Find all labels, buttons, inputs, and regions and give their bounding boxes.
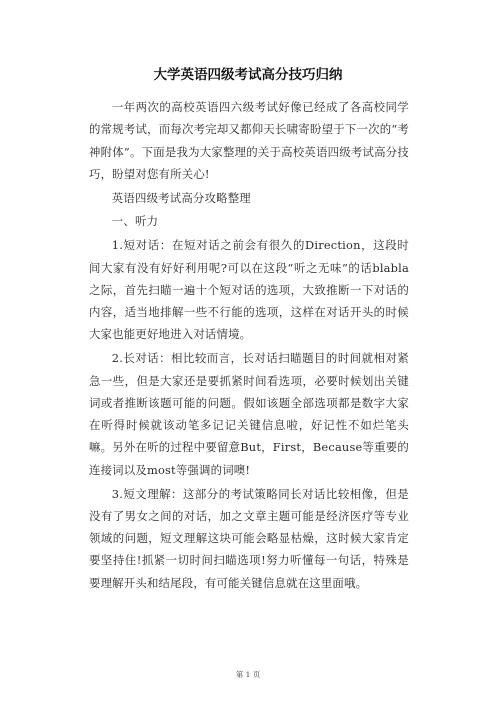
short-dialogue-paragraph: 1.短对话：在短对话之前会有很久的Direction，这段时间大家有没有好好利用呢?可以在这段“听之无味”的话blabla之际，首先扫瞄一遍十个短对话的选项，大致推断一下对话的内容，适当地排解一些不行能的选项，这样在对话开头的时候大家也能更好地进入对话情境。 (89, 238, 409, 342)
section-heading: 英语四级考试高分攻略整理 (111, 190, 251, 205)
passage-comprehension-paragraph: 3.短文理解：这部分的考试策略同长对话比较相像，但是没有了男女之间的对话，加之文章主题可能是经济医疗等专业领域的问题，短文理解这块可能会略显枯燥，这时候大家肯定要坚持住!抓紧一切时间扫瞄选项!努力听懂每一句话，特殊是要理解开头和结尾段，有可能关键信息就在这里面哦。 (89, 486, 409, 590)
document-body (89, 96, 409, 596)
intro-paragraph: 一年两次的高校英语四六级考试好像已经成了各高校同学的常规考试，而每次考完却又都仰天长啸寄盼望于下一次的“考神附体”。下面是我为大家整理的关于高校英语四级考试高分技巧，盼望对您有所关心! (89, 100, 409, 181)
long-dialogue-paragraph: 2.长对话：相比较而言，长对话扫瞄题目的时间就相对紧急一些，但是大家还是要抓紧时间看选项，必要时候划出关键词或者推断该题可能的问题。假如该题全部选项都是数字大家在听得时候就该动笔多记记关键信息啦，好记性不如烂笔头嘛。另外在听的过程中要留意But，First，Because等重要的连接词以及most等强调的词噢! (89, 351, 409, 477)
document-title: 大学英语四级考试高分技巧归纳 (153, 67, 343, 83)
subsection-heading-listening: 一、听力 (111, 214, 159, 229)
page-number: 第 1 页 (235, 670, 261, 679)
